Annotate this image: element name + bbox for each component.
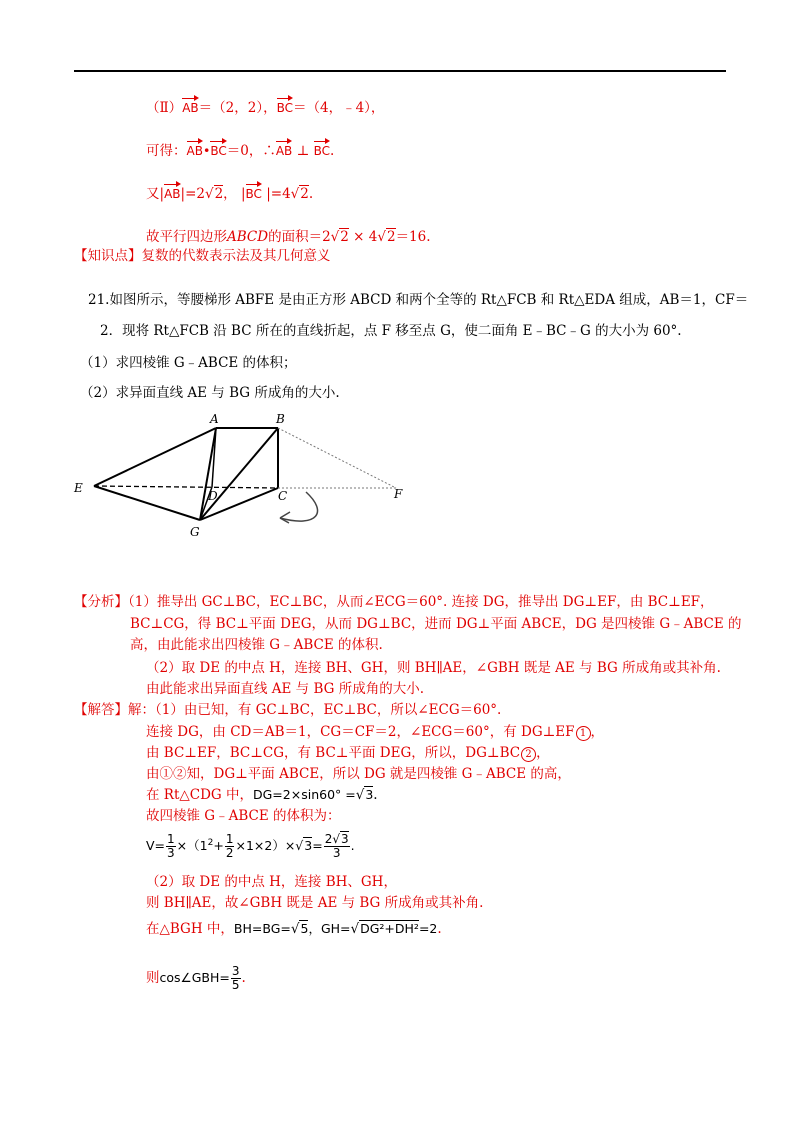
- point-label-g: G: [190, 525, 200, 539]
- vector-bc: BC: [210, 144, 227, 158]
- two: 2: [300, 186, 309, 202]
- circled-mark-2: 2: [521, 747, 536, 762]
- part2-magnitudes: 又|AB|=2√2， |BC |=4√2.: [146, 186, 314, 202]
- solution-line3: 由 BC⊥EF，BC⊥CG，有 BC⊥平面 DEG，所以，DG⊥BC 2 ，: [146, 745, 550, 761]
- point-label-f: F: [394, 487, 403, 501]
- solution-line9: 在△BGH 中，BH=BG=√5，GH=√DG²+DH²=2.: [146, 921, 442, 937]
- vector-ab: AB: [275, 144, 293, 158]
- edge-ea: [94, 428, 216, 486]
- s3: 由 BC⊥EF，BC⊥CG，有 BC⊥平面 DEG，所以，DG⊥BC: [146, 745, 521, 761]
- v-res-rad: 3: [341, 832, 349, 847]
- bc-value: ＝（4，﹣4），: [292, 100, 385, 116]
- cos-n: 3: [231, 964, 240, 978]
- cos-d: 5: [231, 978, 240, 992]
- s10: 则: [146, 970, 160, 986]
- header-rule: [74, 70, 726, 72]
- period: .: [308, 186, 314, 202]
- label: 【知识点】: [74, 248, 142, 264]
- geometry-figure: [70, 408, 420, 543]
- v-lhs: V=: [146, 838, 166, 854]
- analysis-line5: 由此能求出异面直线 AE 与 BG 所成角的大小.: [146, 681, 425, 697]
- area-abcd: ABCD: [227, 229, 269, 245]
- volume-formula: V= $\frac{1}{3}$ $\times(1^2+$ $\frac{1}{2}$ ×1×2）×√3= $\frac{2√3}{3}$ .: [146, 832, 355, 861]
- edge-ec-dashed: [94, 486, 278, 488]
- area-result: ＝16.: [395, 229, 431, 245]
- knowledge-point: [74, 247, 331, 265]
- edge-gb: [200, 428, 278, 520]
- vector-bc: BC: [313, 144, 330, 158]
- problem-21-line1: 21.如图所示，等腰梯形 ABFE 是由正方形 ABCD 和两个全等的 Rt△FCB 和 Rt△EDA 组成，AB＝1，CF＝: [88, 292, 749, 308]
- label: 可得：: [146, 143, 187, 159]
- abs-ab-eq: |=2: [180, 186, 205, 202]
- vector-ab: AB: [182, 101, 199, 115]
- solution-line4: 由①②知，DG⊥平面 ABCE，所以 DG 就是四棱锥 G﹣ABCE 的高，: [146, 766, 571, 782]
- vector-ab: AB: [164, 187, 181, 201]
- analysis-line2: BC⊥CG，得 BC⊥平面 DEG，从而 DG⊥BC，进而 DG⊥平面 ABCE，DG 是四棱锥 G﹣ABCE 的: [130, 616, 742, 632]
- label: 【分析】: [74, 594, 128, 610]
- point-label-b: B: [276, 412, 285, 426]
- perp: ⊥: [292, 143, 314, 159]
- analysis-line4: （2）取 DE 的中点 H，连接 BH、GH，则 BH∥AE，∠GBH 既是 AE 与 BG 所成角或其补角.: [146, 660, 721, 676]
- two: 2: [386, 229, 396, 245]
- s1: 解：（1）由已知，有 GC⊥BC，EC⊥BC，所以∠ECG＝60°.: [128, 702, 502, 718]
- solution-line6: 故四棱锥 G﹣ABCE 的体积为：: [146, 808, 341, 824]
- s9-rad2: DG²+DH²: [360, 921, 419, 936]
- part2-area: 故平行四边形ABCD的面积＝2√2 × 4√2＝16.: [146, 229, 431, 245]
- s5-rad: 3: [365, 787, 374, 802]
- s2: 连接 DG，由 CD＝AB＝1，CG＝CF＝2，∠ECG＝60°，有 DG⊥EF: [146, 724, 575, 740]
- period: .: [329, 143, 335, 159]
- label: （Ⅱ）: [146, 100, 183, 116]
- v-half-d: 2: [225, 846, 234, 861]
- part2-vectors: [146, 99, 384, 117]
- solution-line10: 则cos∠GBH= $\frac{3}{5}$ .: [146, 964, 246, 992]
- vector-bc: BC: [245, 187, 262, 201]
- vector-ab: AB: [186, 144, 203, 158]
- text: 复数的代数表示法及其几何意义: [141, 248, 331, 264]
- v-three: 3: [167, 846, 175, 861]
- also-label: 又|: [146, 186, 165, 202]
- edge-eg: [94, 486, 200, 520]
- s9-f1: BH=BG=: [233, 921, 291, 936]
- question-2: （2）求异面直线 AE 与 BG 所成角的大小.: [80, 385, 340, 401]
- dot-zero: ＝0，∴: [226, 143, 276, 159]
- solution-line5: 在 Rt△CDG 中，DG=2×sin60° =√3.: [146, 787, 378, 803]
- problem-21-line2: 2．现将 Rt△FCB 沿 BC 所在的直线折起，点 F 移至点 G，使二面角 E﹣BC﹣G 的大小为 60°.: [100, 323, 682, 339]
- s9-rad1: 5: [300, 921, 309, 936]
- v-res-n: 2: [324, 832, 333, 847]
- point-label-e: E: [74, 481, 83, 495]
- solution-line7: （2）取 DE 的中点 H，连接 BH、GH，: [146, 874, 397, 890]
- v-mid1: ×（1: [176, 838, 208, 854]
- v-mid3: ×1×2）×: [235, 838, 296, 854]
- cos-lhs: cos∠GBH=: [159, 970, 230, 985]
- v-eq: =: [312, 838, 323, 854]
- arrow-head-icon: [280, 512, 290, 523]
- area-text: 故平行四边形: [146, 229, 227, 245]
- v-half-n: 1: [225, 832, 234, 847]
- s9-f2: ，GH=: [308, 921, 351, 936]
- two: 2: [214, 186, 224, 202]
- question-1: （1）求四棱锥 G﹣ABCE 的体积；: [80, 355, 297, 371]
- ab-value: ＝（2，2），: [198, 100, 277, 116]
- solution-line2: 连接 DG，由 CD＝AB＝1，CG＝CF＝2，∠ECG＝60°，有 DG⊥EF 1 ，: [146, 724, 605, 740]
- s9-f3: =2: [418, 921, 438, 936]
- two: 2: [340, 229, 349, 245]
- solution-line1: [74, 701, 501, 719]
- vector-bc: BC: [276, 101, 293, 115]
- s5: 在 Rt△CDG 中，: [146, 787, 253, 803]
- analysis-line3: 高，由此能求出四棱锥 G﹣ABCE 的体积.: [130, 637, 383, 653]
- point-label-a: A: [210, 412, 219, 426]
- bc-abs-open: ， |: [223, 186, 246, 202]
- v-one: 1: [167, 832, 175, 847]
- v-mid2: +: [213, 838, 224, 854]
- point-label-d: D: [208, 489, 218, 503]
- part2-dot-product: 可得：AB•BC＝0，∴AB ⊥ BC.: [146, 143, 335, 159]
- edge-bf-dashed: [278, 428, 396, 488]
- point-label-c: C: [278, 489, 288, 503]
- label: 【解答】: [74, 702, 128, 718]
- area-text2: 的面积＝: [268, 229, 323, 245]
- solution-line8: 则 BH∥AE，故∠GBH 既是 AE 与 BG 所成角或其补角.: [146, 895, 484, 911]
- abs-bc-eq: |=4: [261, 186, 291, 202]
- analysis-line1: [74, 593, 714, 611]
- s9: 在△BGH 中，: [146, 921, 234, 937]
- circled-mark-1: 1: [576, 726, 591, 741]
- s5-formula: DG=2×sin60° =: [253, 787, 356, 802]
- l1: （1）推导出 GC⊥BC，EC⊥BC，从而∠ECG＝60°. 连接 DG，推导出 DG⊥EF，由 BC⊥EF，: [128, 594, 714, 610]
- v-res-d: 3: [332, 846, 341, 861]
- v-rad: 3: [304, 838, 313, 854]
